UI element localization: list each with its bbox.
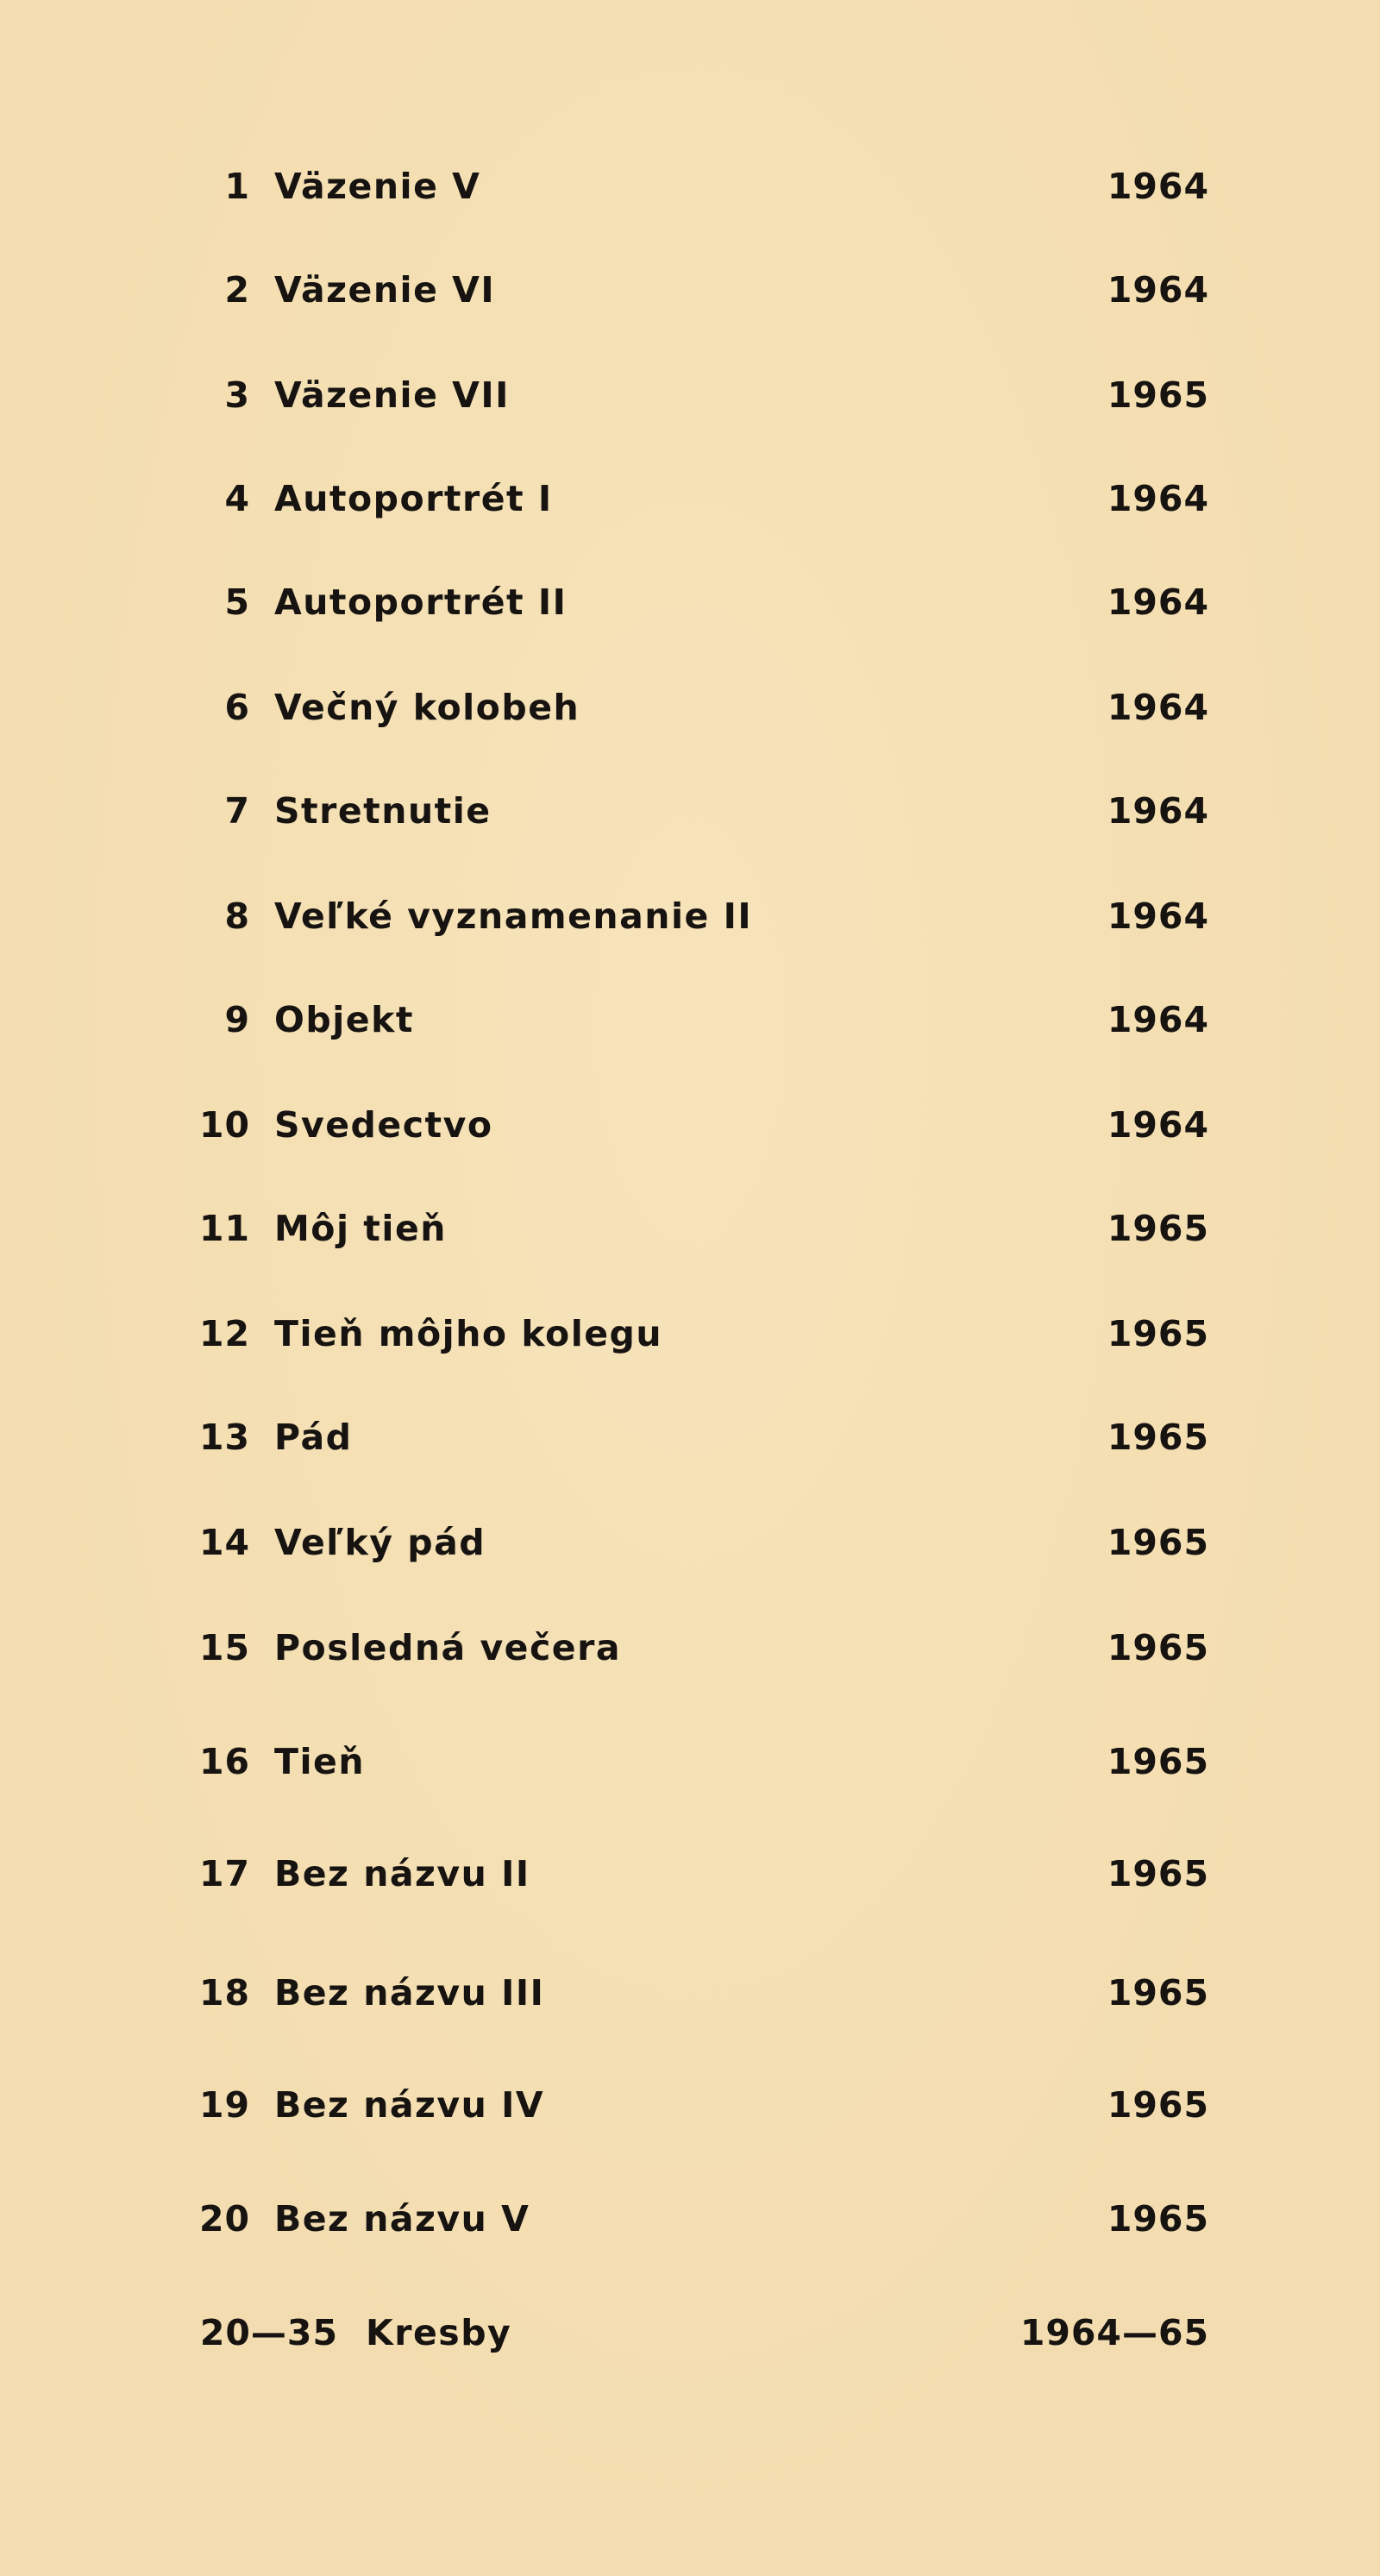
item-year: 1964	[1107, 478, 1209, 519]
item-number: 13	[198, 1417, 250, 1458]
item-number: 10	[198, 1104, 250, 1146]
item-year: 1964—65	[1019, 2312, 1209, 2353]
item-year: 1964	[1107, 581, 1209, 623]
item-number: 4	[224, 478, 250, 519]
item-year: 1965	[1107, 1313, 1209, 1354]
item-number: 2	[224, 269, 250, 311]
item-number: 5	[224, 581, 250, 623]
item-number: 15	[198, 1627, 250, 1668]
list-item	[0, 1203, 1380, 1254]
item-title: Väzenie VI	[274, 269, 496, 311]
item-title: Bez názvu III	[274, 1972, 545, 2014]
list-item	[0, 2307, 1380, 2359]
item-number: 3	[224, 374, 250, 416]
item-title: Bez názvu II	[274, 1853, 530, 1894]
item-title: Veľké vyznamenanie II	[274, 895, 753, 937]
item-title: Pád	[274, 1417, 353, 1458]
item-year: 1965	[1107, 2198, 1209, 2240]
item-number: 19	[198, 2084, 250, 2126]
item-title: Veľký pád	[274, 1522, 486, 1563]
item-title: Tieň	[274, 1741, 366, 1782]
item-title: Väzenie V	[274, 166, 481, 207]
item-title: Autoportrét II	[274, 581, 568, 623]
item-year: 1965	[1107, 1417, 1209, 1458]
item-title: Väzenie VII	[274, 374, 510, 416]
item-number: 16	[198, 1741, 250, 1782]
item-number: 6	[224, 687, 250, 728]
list-item	[0, 160, 1380, 212]
list-item	[0, 1736, 1380, 1787]
item-year: 1965	[1107, 1741, 1209, 1782]
item-title: Kresby	[366, 2312, 512, 2353]
list-item	[0, 682, 1380, 733]
item-year: 1964	[1107, 687, 1209, 728]
item-number: 8	[224, 895, 250, 937]
item-year: 1964	[1107, 166, 1209, 207]
item-number: 9	[224, 999, 250, 1040]
item-title: Posledná večera	[274, 1627, 621, 1668]
item-title: Svedectvo	[274, 1104, 493, 1146]
list-item	[0, 576, 1380, 628]
list-item	[0, 1517, 1380, 1568]
item-year: 1965	[1107, 1627, 1209, 1668]
item-number: 17	[198, 1853, 250, 1894]
item-year: 1965	[1107, 1208, 1209, 1249]
item-number: 11	[198, 1208, 250, 1249]
item-year: 1964	[1107, 790, 1209, 832]
item-year: 1964	[1107, 269, 1209, 311]
item-title: Stretnutie	[274, 790, 492, 832]
list-item	[0, 1308, 1380, 1360]
item-title: Autoportrét I	[274, 478, 553, 519]
item-number: 12	[198, 1313, 250, 1354]
item-title: Tieň môjho kolegu	[274, 1313, 663, 1354]
list-item	[0, 1099, 1380, 1151]
item-year: 1965	[1107, 1522, 1209, 1563]
item-title: Objekt	[274, 999, 414, 1040]
list-item	[0, 473, 1380, 525]
list-item	[0, 1622, 1380, 1674]
item-year: 1964	[1107, 1104, 1209, 1146]
item-title: Večný kolobeh	[274, 687, 580, 728]
list-item	[0, 369, 1380, 421]
list-item	[0, 2079, 1380, 2131]
item-year: 1965	[1107, 1972, 1209, 2014]
item-year: 1965	[1107, 374, 1209, 416]
list-item	[0, 1848, 1380, 1900]
item-title: Môj tieň	[274, 1208, 447, 1249]
item-number: 7	[224, 790, 250, 832]
item-year: 1964	[1107, 895, 1209, 937]
list-item	[0, 994, 1380, 1046]
list-item	[0, 1411, 1380, 1463]
item-title: Bez názvu V	[274, 2198, 530, 2240]
list-item	[0, 2193, 1380, 2245]
list-item	[0, 785, 1380, 837]
item-year: 1965	[1107, 2084, 1209, 2126]
item-number: 20	[198, 2198, 250, 2240]
item-number: 1	[224, 166, 250, 207]
item-year: 1965	[1107, 1853, 1209, 1894]
list-item	[0, 264, 1380, 316]
item-title: Bez názvu IV	[274, 2084, 545, 2126]
list-item	[0, 890, 1380, 942]
item-number: 14	[198, 1522, 250, 1563]
item-number: 20—35	[199, 2312, 338, 2353]
item-year: 1964	[1107, 999, 1209, 1040]
item-number: 18	[198, 1972, 250, 2014]
list-item	[0, 1967, 1380, 2019]
